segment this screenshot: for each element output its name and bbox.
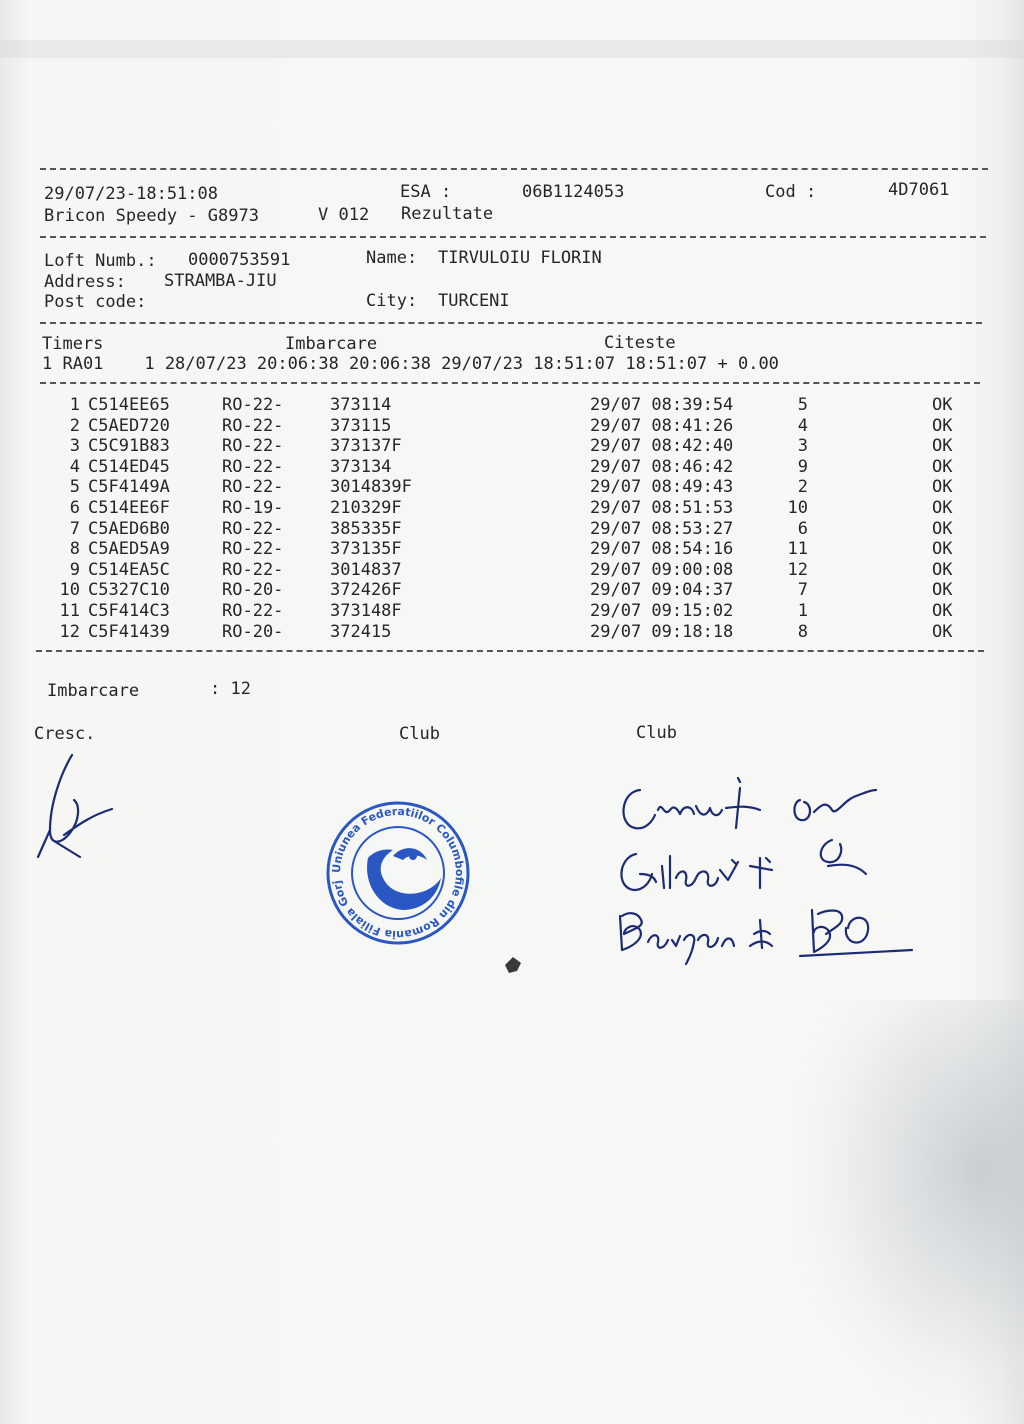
result-arrival-time: 29/07 08:42:40 [590, 436, 734, 457]
result-number: 7 [69, 518, 80, 539]
timers-title: Timers [42, 334, 104, 354]
timers-imbarcare-label: Imbarcare [285, 334, 378, 354]
signature-club2-label: Club [636, 723, 677, 743]
result-number: 1 [69, 395, 80, 415]
result-arrival-time: 29/07 08:39:54 [590, 395, 734, 415]
result-arrival-time: 29/07 09:04:37 [590, 580, 734, 601]
signature-club1-label: Club [399, 724, 440, 744]
result-country-year: RO-22- [222, 456, 284, 477]
result-country-year: RO-22- [222, 395, 284, 415]
result-ring-number: 3014837 [330, 559, 402, 580]
result-ring-code: C5C91B83 [88, 436, 170, 457]
result-position: 6 [797, 518, 808, 539]
loft-city-value: TURCENI [438, 291, 510, 311]
result-status: OK [932, 580, 953, 601]
timers-line: 1 RA01 1 28/07/23 20:06:38 20:06:38 29/07/23 18:51:07 18:51:07 + 0.00 [42, 354, 779, 374]
breeder-signature [20, 745, 140, 885]
result-ring-number: 372426F [330, 580, 402, 601]
table-row [0, 580, 1024, 601]
result-ring-number: 210329F [330, 498, 402, 518]
result-ring-code: C5F41439 [88, 621, 170, 642]
loft-number-value: 0000753591 [188, 250, 291, 270]
result-country-year: RO-20- [222, 621, 284, 642]
result-status: OK [932, 456, 953, 477]
result-position: 12 [787, 559, 808, 580]
result-status: OK [932, 601, 953, 621]
result-ring-number: 373134 [330, 456, 392, 477]
club-stamp [323, 798, 473, 948]
header-cod-value: 4D7061 [888, 180, 950, 200]
result-position: 9 [797, 456, 808, 477]
result-number: 6 [69, 498, 80, 518]
header-device: Bricon Speedy - G8973 [44, 206, 259, 226]
result-status: OK [932, 559, 953, 580]
table-row [0, 601, 1024, 622]
result-number: 9 [69, 559, 80, 580]
loft-number-label: Loft Numb.: [44, 251, 157, 271]
result-status: OK [932, 539, 953, 560]
result-arrival-time: 29/07 09:00:08 [590, 559, 734, 580]
result-status: OK [932, 415, 953, 436]
divider-header [40, 236, 986, 238]
result-arrival-time: 29/07 08:46:42 [590, 456, 734, 477]
result-position: 2 [797, 477, 808, 498]
result-ring-code: C514EE6F [88, 498, 170, 518]
loft-address-value: STRAMBA-JIU [164, 271, 277, 291]
result-ring-number: 373137F [330, 436, 402, 457]
result-ring-number: 373135F [330, 539, 402, 560]
result-ring-number: 385335F [330, 518, 402, 539]
result-position: 11 [787, 539, 808, 560]
table-row [0, 436, 1024, 457]
result-status: OK [932, 477, 953, 498]
result-position: 5 [797, 395, 808, 415]
result-number: 11 [59, 601, 80, 621]
loft-postcode-label: Post code: [44, 292, 147, 312]
result-position: 8 [797, 621, 808, 642]
result-status: OK [932, 395, 953, 415]
scan-stain [794, 1000, 1024, 1424]
summary-imbarcare-value: : 12 [210, 679, 251, 699]
result-ring-code: C5AED5A9 [88, 539, 170, 560]
result-position: 4 [797, 415, 808, 436]
header-report-type: Rezultate [401, 204, 494, 224]
divider-loft [40, 322, 982, 324]
result-number: 8 [69, 539, 80, 560]
result-arrival-time: 29/07 08:53:27 [590, 518, 734, 539]
result-number: 4 [69, 456, 80, 477]
result-ring-code: C5327C10 [88, 580, 170, 601]
result-ring-code: C5AED720 [88, 415, 170, 436]
result-position: 7 [797, 580, 808, 601]
table-row [0, 498, 1024, 519]
result-ring-code: C5F4149A [88, 477, 170, 498]
scan-shadow-band [0, 40, 1024, 58]
header-esa-label: ESA : [400, 182, 452, 202]
result-country-year: RO-20- [222, 580, 284, 601]
loft-name-label: Name: [366, 248, 418, 268]
header-datetime: 29/07/23-18:51:08 [44, 184, 218, 204]
table-row [0, 539, 1024, 560]
result-ring-code: C5AED6B0 [88, 518, 170, 539]
result-arrival-time: 29/07 08:51:53 [590, 498, 734, 518]
result-country-year: RO-22- [222, 559, 284, 580]
svg-text:Uniunea Federatiilor Columbofi [330, 805, 466, 941]
divider-timers [40, 382, 980, 384]
result-arrival-time: 29/07 09:15:02 [590, 601, 734, 621]
result-ring-number: 373115 [330, 415, 392, 436]
header-version: V 012 [318, 205, 370, 225]
table-row [0, 519, 1024, 540]
result-country-year: RO-22- [222, 539, 284, 560]
result-position: 10 [787, 498, 808, 518]
result-arrival-time: 29/07 08:41:26 [590, 415, 734, 436]
table-row [0, 416, 1024, 437]
header-esa-value: 06B1124053 [522, 182, 625, 202]
stamp-text: Uniunea Federatiilor Columbofile din Romania Filiala Gorj [329, 804, 467, 942]
result-ring-code: C5F414C3 [88, 601, 170, 621]
loft-city-label: City: [366, 291, 418, 311]
result-number: 3 [69, 436, 80, 457]
timers-citeste-label: Citeste [604, 333, 676, 353]
result-ring-code: C514EE65 [88, 395, 170, 415]
table-row [0, 477, 1024, 498]
header-cod-label: Cod : [765, 182, 817, 202]
table-row [0, 560, 1024, 581]
result-arrival-time: 29/07 09:18:18 [590, 621, 734, 642]
result-position: 1 [797, 601, 808, 621]
result-arrival-time: 29/07 08:49:43 [590, 477, 734, 498]
divider-results [36, 650, 984, 652]
result-country-year: RO-22- [222, 436, 284, 457]
result-country-year: RO-19- [222, 498, 284, 518]
table-row [0, 622, 1024, 643]
result-country-year: RO-22- [222, 518, 284, 539]
loft-address-label: Address: [44, 272, 126, 292]
signature-cresc-label: Cresc. [34, 724, 96, 744]
result-status: OK [932, 621, 953, 642]
result-country-year: RO-22- [222, 415, 284, 436]
summary-imbarcare-label: Imbarcare [47, 681, 140, 701]
result-number: 2 [69, 415, 80, 436]
result-country-year: RO-22- [222, 477, 284, 498]
club-committee-signatures [600, 770, 920, 960]
result-status: OK [932, 436, 953, 457]
result-status: OK [932, 498, 953, 518]
result-number: 5 [69, 477, 80, 498]
loft-name-value: TIRVULOIU FLORIN [438, 248, 602, 268]
result-country-year: RO-22- [222, 601, 284, 621]
result-number: 10 [59, 580, 80, 601]
result-ring-number: 3014839F [330, 477, 412, 498]
result-ring-number: 372415 [330, 621, 392, 642]
result-ring-code: C514EA5C [88, 559, 170, 580]
table-row [0, 395, 1024, 416]
table-row [0, 457, 1024, 478]
result-position: 3 [797, 436, 808, 457]
result-number: 12 [59, 621, 80, 642]
result-arrival-time: 29/07 08:54:16 [590, 539, 734, 560]
result-status: OK [932, 518, 953, 539]
result-ring-number: 373114 [330, 395, 392, 415]
result-ring-code: C514ED45 [88, 456, 170, 477]
ink-spot [501, 955, 525, 975]
divider-top [40, 168, 988, 170]
result-ring-number: 373148F [330, 601, 402, 621]
